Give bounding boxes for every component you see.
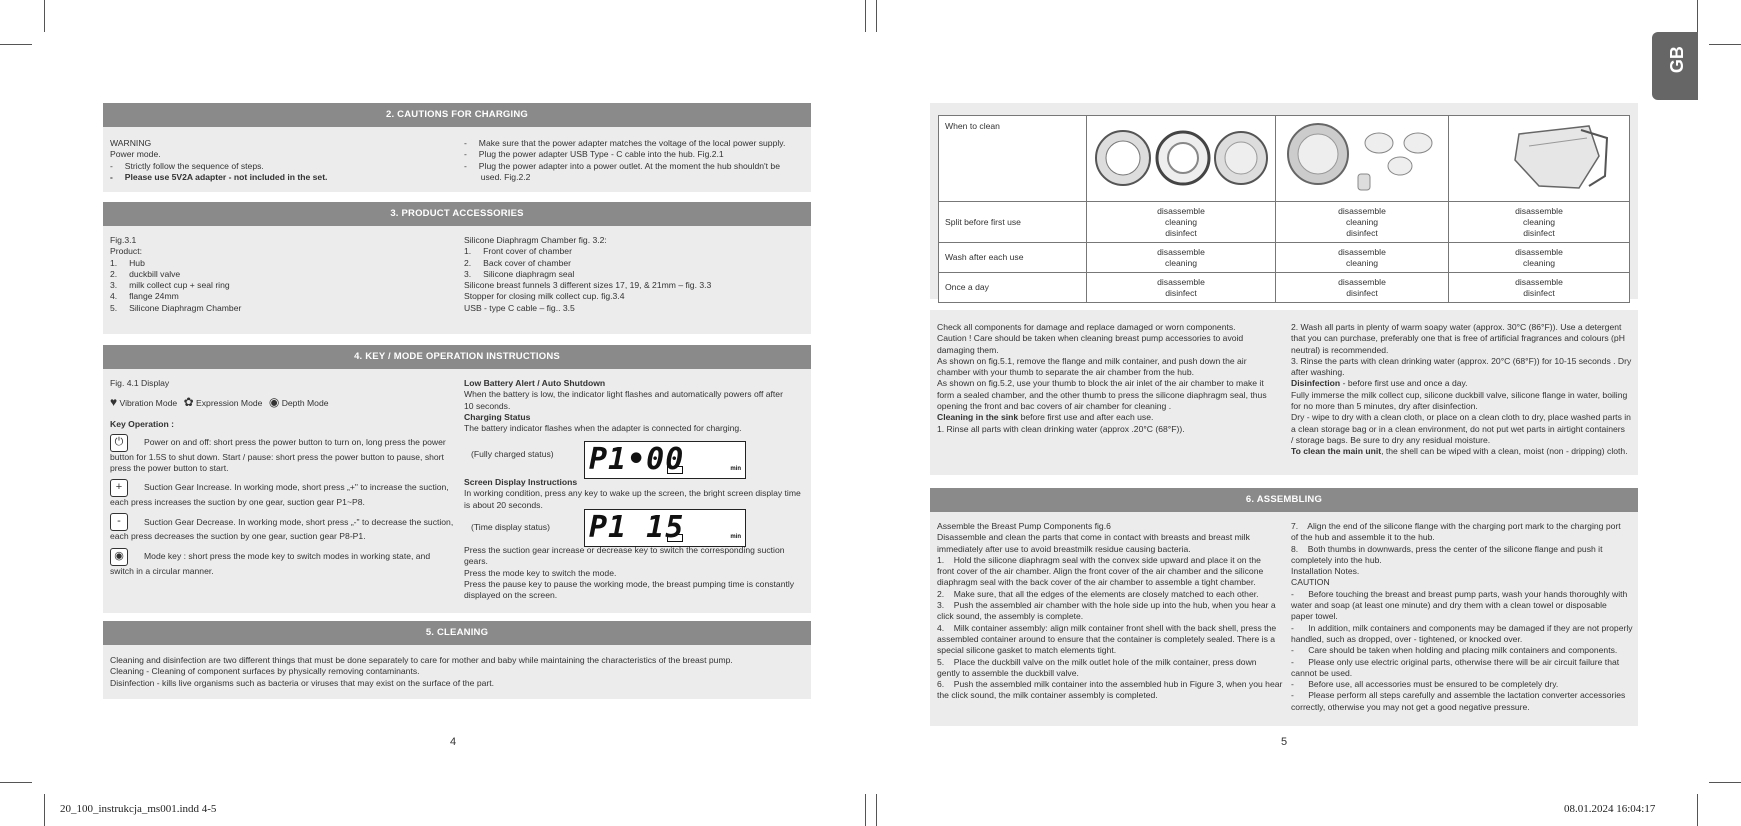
cleaning-title: 5. CLEANING [103, 621, 811, 645]
text-line: displayed on the screen. [464, 590, 558, 601]
text-line: - Please use 5V2A adapter - not included in the set. [110, 171, 328, 182]
text-line: assembled container around to ensure that the container is completely sealed. There is a [937, 633, 1276, 644]
lcd-digits: P1 15 [589, 510, 685, 545]
assembling-left-column [937, 521, 1287, 702]
text-line: 1. Hold the silicone diaphragm seal with the convex side upward and place it on the [937, 554, 1261, 565]
text-line: each press increases the suction by one gear, suction gear P1~P8. [110, 497, 365, 508]
text-line: each press decreases the suction by one gear, suction gear P8-P1. [110, 531, 366, 542]
text-line: Press the suction gear increase or decrease key to switch the corresponding suction [464, 545, 785, 555]
cell-line: disassemble [1515, 276, 1563, 287]
text-line: a clean storage bag or in a clean environment, do not put wet parts in airtight containers [1291, 423, 1625, 434]
main-unit-bold: To clean the main unit [1291, 446, 1382, 457]
screen-instructions [464, 477, 809, 511]
lcd-display-time [584, 509, 746, 547]
text-line: Suction Gear Increase. In working mode, short press „+" to increase the suction, [144, 482, 449, 493]
cell-line: disassemble [1515, 246, 1563, 257]
text-line: water and soap (at least one minute) and dry them with a clean towel or disposable [1291, 600, 1607, 611]
crop-mark [0, 44, 32, 45]
lcd-min-label: min [730, 465, 741, 472]
text-line: When the battery is low, the indicator light flashes and automatically powers off after [464, 389, 783, 400]
text-line: Silicone Diaphragm Chamber fig. 3.2: [464, 235, 607, 245]
text-line: 2. duckbill valve [110, 268, 181, 279]
text-line: In working condition, press any key to wake up the screen, the bright screen display time [464, 488, 801, 499]
keys-left-column [110, 378, 455, 577]
care-right-column [1291, 322, 1636, 458]
text-line: - Please only use electric original parts, otherwise there will be air circuit failure that [1291, 656, 1620, 667]
text-line: form a sealed chamber, and the other thumb to press the silicone diaphragm seal, thus [937, 389, 1267, 400]
flange-illustration [1449, 116, 1629, 198]
cell-line: cleaning [1522, 257, 1555, 268]
text-line: Cleaning - Cleaning of component surfaces by physically removing contaminants. [110, 666, 420, 677]
text-line: that you can purchase, preferably one that is free of artificial fragrances and colours (pH [1291, 333, 1625, 344]
text-line: special silicone gasket to match elements tight. [937, 645, 1117, 656]
text-line: click sound, the assembly is complete. [937, 611, 1084, 622]
keys-title: 4. KEY / MODE OPERATION INSTRUCTIONS [103, 345, 811, 369]
cell-line: disinfect [1165, 287, 1197, 298]
text-line: CAUTION [1291, 577, 1330, 588]
text-line: - Please perform all steps carefully and assemble the lactation converter accessories [1291, 690, 1626, 701]
hub-image-cell [1087, 116, 1276, 202]
flange-image-cell [1449, 116, 1630, 202]
lcd-min-label: min [730, 533, 741, 540]
text-line: 3. Rinse the parts with clean drinking water (approx. 20°C (68°F)) for 10-15 seconds . Dry [1291, 355, 1632, 366]
charging-section [103, 103, 811, 192]
cell-line: disinfect [1346, 227, 1378, 238]
cell-line: disinfect [1346, 287, 1378, 298]
table-cell [1276, 243, 1449, 273]
page-number-right: 5 [1281, 736, 1288, 748]
charging-status-title: Charging Status [464, 411, 531, 422]
text-line: Press the mode key to switch the mode. [464, 567, 617, 578]
text-line: 2. Make sure, that all the edges of the elements are closely matched to each other. [937, 588, 1259, 599]
text-line: completely into the hub. [1291, 554, 1382, 565]
text-line: after washing. [1291, 367, 1345, 378]
lcd-digits: P1•00 [589, 442, 685, 477]
container-image-cell [1276, 116, 1449, 202]
text-line: press the power button to start. [110, 462, 229, 473]
minus-icon: - [110, 513, 128, 531]
sink-rest: before first use and after each use. [1018, 412, 1154, 423]
text-line: Suction Gear Decrease. In working mode, short press „-" to decrease the suction, [144, 516, 454, 527]
cell-line: cleaning [1345, 257, 1378, 268]
text-line: Product: [110, 246, 143, 257]
text-line: front cover of the air chamber. Align the front cover of the air chamber and the silicone [937, 566, 1264, 577]
text-line: used. Fig.2.2 [464, 171, 531, 182]
cell-line: disassemble [1338, 205, 1386, 216]
text-line: Mode key : short press the mode key to switch modes in working state, and [144, 551, 431, 562]
power-icon: ⏻ [110, 434, 128, 452]
text-line: Fig.3.1 [110, 235, 137, 245]
text-line: 4. flange 24mm [110, 291, 179, 302]
crop-mark [1697, 0, 1698, 32]
text-line: 2. Wash all parts in plenty of warm soapy water (approx. 30°C (86°F)). Use a detergent [1291, 322, 1622, 332]
text-line: As shown on fig.5.2, use your thumb to block the air inlet of the air chamber to make it [937, 378, 1264, 389]
text-line: 1. Hub [110, 257, 145, 268]
text-line: Dry - wipe to dry with a clean cloth, or place on a clean cloth to dry, place washed parts in [1291, 412, 1631, 423]
cell-line: disinfect [1523, 287, 1555, 298]
text-line: Installation Notes. [1291, 566, 1360, 577]
cell-line: disassemble [1157, 246, 1205, 257]
main-unit-rest: , the shell can be wiped with a clean, moist (non - dripping) cloth. [1381, 446, 1628, 457]
battery-icon [667, 466, 683, 474]
container-parts-illustration [1276, 116, 1448, 198]
text-line: Silicone breast funnels 3 different sizes 17, 19, & 21mm – fig. 3.3 [464, 280, 712, 291]
cell-line: cleaning [1345, 216, 1378, 227]
main-unit-line [1291, 446, 1636, 457]
table-cell [1087, 273, 1276, 303]
text-line: chamber with your thumb to separate the air chamber from the hub. [937, 367, 1194, 378]
decrease-key-description [110, 513, 455, 542]
text-line: diaphragm seal with the back cover of the air chamber to assemble a tight chamber. [937, 577, 1256, 588]
text-line: is about 20 seconds. [464, 499, 543, 510]
text-line: neutral) is recommended. [1291, 344, 1389, 355]
cell-line: disassemble [1157, 276, 1205, 287]
table-cell [1087, 202, 1276, 243]
table-header-cell: When to clean [939, 116, 1087, 202]
text-line: Press the pause key to pause the working mode, the breast pumping time is constantly [464, 578, 795, 589]
table-cell [1449, 243, 1630, 273]
text-line: The battery indicator flashes when the adapter is connected for charging. [464, 423, 742, 434]
text-line: the click sound, the milk container assembly is completed. [937, 690, 1158, 701]
crop-mark [1709, 44, 1741, 45]
plus-icon: + [110, 479, 128, 497]
cell-line: cleaning [1164, 257, 1197, 268]
care-left-column [937, 322, 1282, 435]
assembling-right-column [1291, 521, 1636, 713]
text-line: Disassemble and clean the parts that come in contact with breasts and breast milk [937, 532, 1250, 543]
crop-mark [876, 794, 877, 826]
text-line: paper towel. [1291, 611, 1338, 622]
text-line: handled, such as dropped, over - tightened, or knocked over. [1291, 633, 1523, 644]
text-line: 3. Silicone diaphragm seal [464, 268, 575, 279]
depth-mode-label: Depth Mode [281, 398, 329, 409]
text-line: - Plug the power adapter into a power outlet. At the moment the hub shouldn't be [464, 160, 780, 171]
crop-mark [1709, 782, 1741, 783]
text-line: immediately after use to avoid breastmilk residue causing bacteria. [937, 543, 1191, 554]
accessories-title: 3. PRODUCT ACCESSORIES [103, 202, 811, 226]
power-key-description [110, 434, 455, 475]
text-line: switch in a circular manner. [110, 565, 214, 576]
fully-charged-label: (Fully charged status) [471, 449, 554, 459]
table-cell [1276, 273, 1449, 303]
keys-right-column [464, 378, 809, 434]
text-line: Power mode. [110, 149, 161, 160]
text-line: - In addition, milk containers and components may be damaged if they are not properly [1291, 622, 1633, 633]
mode-key-description [110, 548, 455, 577]
text-line: - Make sure that the power adapter matches the voltage of the local power supply. [464, 138, 786, 148]
text-line: gently to assemble the duckbill valve. [937, 667, 1079, 678]
row-label: Split before first use [939, 202, 1087, 243]
cell-line: disassemble [1338, 246, 1386, 257]
text-line: 10 seconds. [464, 400, 511, 411]
row-label: Once a day [939, 273, 1087, 303]
text-line: 1. Front cover of chamber [464, 246, 572, 257]
text-line: for no more than 5 minutes, dry after disinfection. [1291, 401, 1478, 412]
cell-line: disassemble [1157, 205, 1205, 216]
text-line: / storage bags. Be sure to dry any residual moisture. [1291, 434, 1491, 445]
hub-parts-illustration [1087, 116, 1275, 198]
text-line: Disinfection - kills live organisms such as bacteria or viruses that may exist on the surface of the part. [110, 677, 495, 688]
cell-line: disinfect [1165, 227, 1197, 238]
text-line: 6. Push the assembled milk container into the assembled hub in Figure 3, when you hear [937, 679, 1283, 690]
text-line: 5. Silicone Diaphragm Chamber [110, 302, 242, 313]
accessories-left-column [110, 235, 450, 314]
text-line: - Plug the power adapter USB Type - C cable into the hub. Fig.2.1 [464, 149, 724, 160]
expression-mode-label: Expression Mode [196, 398, 263, 409]
disinfection-line [1291, 378, 1636, 389]
text-line: Fully immerse the milk collect cup, silicone duckbill valve, silicone flange in water, boiling [1291, 389, 1628, 400]
expression-icon: ✿ [183, 395, 194, 410]
care-section [930, 310, 1638, 475]
page-number-left: 4 [450, 736, 457, 748]
text-line: of the hub and assemble it to the hub. [1291, 532, 1435, 543]
text-line: Assemble the Breast Pump Components fig.6 [937, 521, 1111, 531]
mode-legend [110, 397, 455, 411]
table-cell [1276, 202, 1449, 243]
crop-mark [0, 782, 32, 783]
text-line: button for 1.5S to shut down. Start / pause: short press the power button to pause, short [110, 451, 444, 462]
cleaning-section [103, 621, 811, 699]
text-line: damaging them. [937, 344, 999, 355]
accessories-section [103, 202, 811, 334]
text-line: 1. Rinse all parts with clean drinking water (approx .20°C (68°F)). [937, 423, 1185, 434]
sink-line [937, 412, 1282, 423]
crop-mark [44, 794, 45, 826]
text-line: 3. milk collect cup + seal ring [110, 280, 230, 291]
drop-icon: ◉ [268, 395, 280, 410]
cell-line: disinfect [1523, 227, 1555, 238]
text-line: WARNING [110, 138, 152, 148]
text-line: Caution ! Care should be taken when cleaning breast pump accessories to avoid [937, 333, 1244, 344]
text-line: Stopper for closing milk collect cup. fig.3.4 [464, 291, 625, 302]
crop-mark [44, 0, 45, 32]
cleaning-text [110, 655, 810, 689]
row-label: Wash after each use [939, 243, 1087, 273]
vibration-mode-label: Vibration Mode [119, 398, 178, 409]
cell-line: disassemble [1515, 205, 1563, 216]
increase-key-description [110, 479, 455, 508]
battery-icon [667, 534, 683, 542]
crop-mark [876, 0, 877, 32]
fig-label: Fig. 4.1 Display [110, 378, 170, 388]
crop-mark [865, 794, 866, 826]
crop-mark [865, 0, 866, 32]
footer-filename: 20_100_instrukcja_ms001.indd 4-5 [60, 803, 217, 815]
text-line: 5. Place the duckbill valve on the milk outlet hole of the milk container, press down [937, 656, 1257, 667]
text-line: - Before touching the breast and breast pump parts, wash your hands thoroughly with [1291, 588, 1628, 599]
low-battery-title: Low Battery Alert / Auto Shutdown [464, 378, 606, 388]
table-cell [1449, 273, 1630, 303]
time-display-label: (Time display status) [471, 522, 550, 532]
accessories-right-column [464, 235, 809, 314]
text-line: Cleaning and disinfection are two different things that must be done separately to care for mother and baby while maintaining the characteristics of the breast pump. [110, 655, 733, 665]
text-line: 2. Back cover of chamber [464, 257, 571, 268]
text-line: - Before use, all accessories must be ensured to be completely dry. [1291, 679, 1559, 690]
assembling-title: 6. ASSEMBLING [930, 488, 1638, 512]
cleaning-schedule-table [938, 115, 1630, 303]
table-cell [1087, 243, 1276, 273]
text-line: As shown on fig.5.1, remove the flange and milk container, and push down the air [937, 355, 1247, 366]
footer-timestamp: 08.01.2024 16:04:17 [1564, 803, 1656, 815]
charging-left-column [110, 138, 450, 183]
lcd-display-full [584, 441, 746, 479]
keys-section [103, 345, 811, 613]
mode-icon: ◉ [110, 548, 128, 566]
text-line: Check all components for damage and replace damaged or worn components. [937, 322, 1236, 332]
screen-title: Screen Display Instructions [464, 477, 578, 487]
charging-title: 2. CAUTIONS FOR CHARGING [103, 103, 811, 127]
cell-line: cleaning [1164, 216, 1197, 227]
assembling-section [930, 488, 1638, 726]
key-operation-label: Key Operation : [110, 419, 174, 430]
cell-line: disassemble [1338, 276, 1386, 287]
charging-right-column [464, 138, 809, 183]
text-line: 3. Push the assembled air chamber with the hole side up into the hub, when you hear a [937, 600, 1276, 611]
text-line: 4. Milk container assembly: align milk container front shell with the back shell, press the [937, 622, 1277, 633]
text-line: gears. [464, 556, 488, 567]
text-line: - Strictly follow the sequence of steps. [110, 160, 264, 171]
text-line: cannot be used. [1291, 667, 1353, 678]
text-line: opening the front and bac covers of air chamber for cleaning . [937, 401, 1172, 412]
keys-end-text [464, 545, 809, 601]
text-line: - Care should be taken when holding and placing milk containers and components. [1291, 645, 1618, 656]
crop-mark [1697, 794, 1698, 826]
text-line: 8. Both thumbs in downwards, press the center of the silicone flange and push it [1291, 543, 1603, 554]
heart-icon: ♥ [110, 395, 118, 410]
disinfection-rest: - before first use and once a day. [1340, 378, 1468, 389]
text-line: 7. Align the end of the silicone flange with the charging port mark to the charging port [1291, 521, 1621, 531]
cell-line: cleaning [1522, 216, 1555, 227]
text-line: Power on and off: short press the power button to turn on, long press the power [144, 436, 446, 447]
text-line: USB - type C cable – fig.. 3.5 [464, 302, 575, 313]
disinfection-bold: Disinfection [1291, 378, 1341, 389]
language-tab: GB [1652, 32, 1698, 100]
table-cell [1449, 202, 1630, 243]
text-line: correctly, otherwise you may not get a good negative pressure. [1291, 701, 1530, 712]
cleaning-table-section [930, 103, 1638, 299]
sink-bold: Cleaning in the sink [937, 412, 1019, 423]
